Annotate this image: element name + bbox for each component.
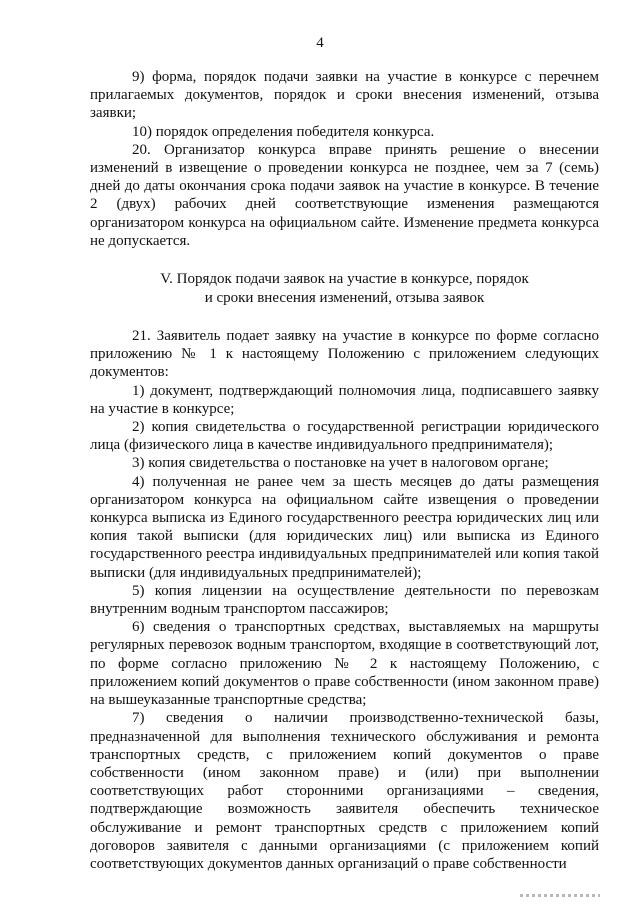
list-item-1: 1) документ, подтверждающий полномочия лица, подписавшего заявку на участие в конкурсе; xyxy=(90,382,599,417)
list-item-5: 5) копия лицензии на осуществление деятельности по перевозкам внутренним водным транспортом пассажиров; xyxy=(90,582,599,618)
section-heading-line-1: V. Порядок подачи заявок на участие в конкурсе, порядок xyxy=(160,271,529,288)
clause-20-paragraph: 20. Организатор конкурса вправе принять решение о внесении изменений в извещение о проведении конкурса не позднее, чем за 7 (семь) дней до даты окончания срока подачи заявок на участие в конкурсе. В течение 2 (двух) рабочих дней соответствующие изменения размещаются организатором конкурса на официальном сайте. Изменение предмета конкурса не допускается. xyxy=(90,141,599,249)
item-10-paragraph: 10) порядок определения победителя конкурса. xyxy=(132,123,435,140)
item-9-paragraph: 9) форма, порядок подачи заявки на участие в конкурсе с перечнем прилагаемых документов, порядок и сроки внесения изменений, отзыва заявки; xyxy=(90,69,599,122)
section-heading-line-2: и сроки внесения изменений, отзыва заявок xyxy=(204,289,485,306)
section-heading xyxy=(90,270,599,307)
page-number: 4 xyxy=(316,35,324,51)
list-item-4: 4) полученная не ранее чем за шесть месяцев до даты размещения организатором конкурса на официальном сайте извещения о проведении конкурса выписка из Единого государственного реестра юридических лиц или копия такой выписки (для юридических лиц) или выписка из Единого государственного реестра индивидуальных предпринимателей или копия такой выписки (для индивидуальных предпринимателей); xyxy=(90,473,599,581)
clause-21-paragraph: 21. Заявитель подает заявку на участие в конкурсе по форме согласно приложению № 1 к настоящему Положению с приложением следующих документов: xyxy=(90,328,599,381)
list-item-2: 2) копия свидетельства о государственной регистрации юридического лица (физического лица в качестве индивидуального предпринимателя); xyxy=(90,419,599,454)
scan-edge-mark xyxy=(520,894,600,897)
list-item-6: 6) сведения о транспортных средствах, выставляемых на маршруты регулярных перевозок водным транспортом, входящие в соответствующий лот, по форме согласно приложению № 2 к настоящему Положению, с приложением копий документов о праве собственности (ином законном праве) на вышеуказанные транспортные средства; xyxy=(90,619,599,709)
list-item-3: 3) копия свидетельства о постановке на учет в налоговом органе; xyxy=(132,455,549,472)
document-body xyxy=(90,68,599,873)
list-item-7: 7) сведения о наличии производственно-технической базы, предназначенной для выполнения технического обслуживания и ремонта транспортных средств, с приложением копий документов о праве собственности (ином законном праве) и (или) при выполнении соответствующих работ сторонними организациями – сведения, подтверждающие возможность заявителя обеспечить техническое обслуживание и ремонт транспортных средств с приложением копий договоров заявителя с данными организациями (с приложением копий соответствующих документов данных организаций о праве собственности xyxy=(90,710,599,872)
